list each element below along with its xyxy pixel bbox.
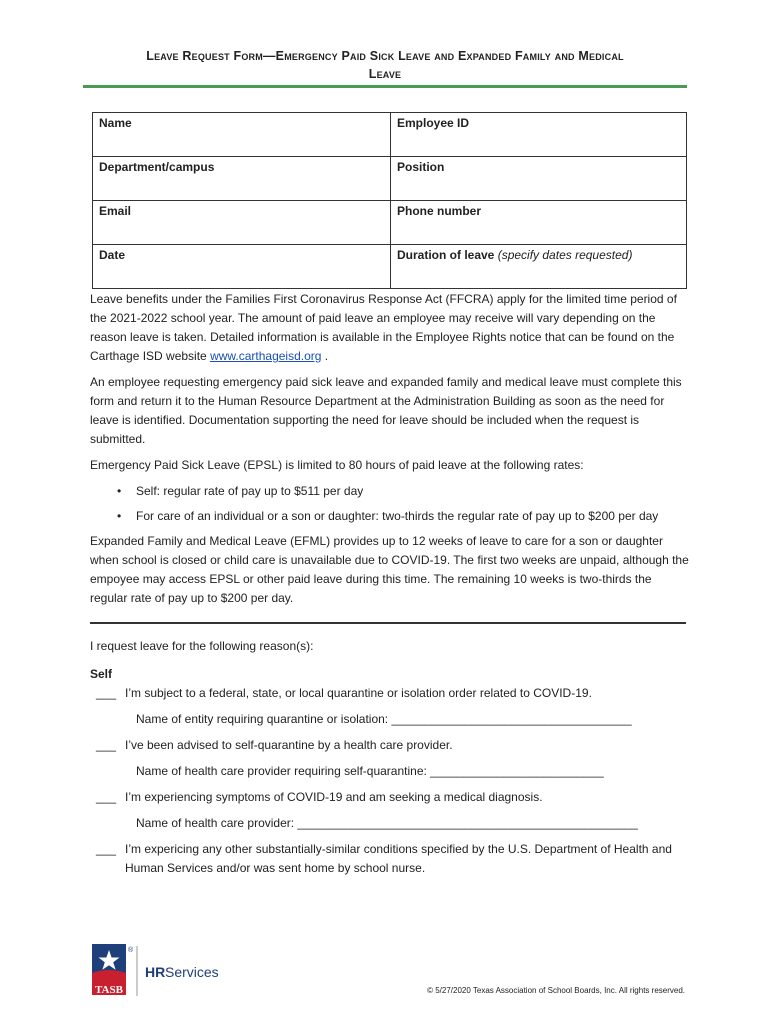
tasb-logo-icon [92, 944, 227, 998]
request-intro: I request leave for the following reason(s): [90, 639, 314, 653]
reason-text: I’m expericing any other substantially-similar conditions specified by the U.S. Department of Health and Human Services and/or was sent home by school nurse. [125, 842, 672, 875]
provider-field[interactable]: Name of health care provider: ___________________________________________________ [136, 816, 638, 830]
efml-paragraph: Expanded Family and Medical Leave (EFML) provides up to 12 weeks of leave to care for a son or daughter when school is closed or child care is unavailable due to COVID-19. The first two weeks are unpaid, although the empoyee may access EPSL or other paid leave during this time. The remaining 10 weeks is two-thirds the regular rate of pay up to $200 per day. [90, 534, 689, 605]
reason-text: I’ve been advised to self-quarantine by a health care provider. [125, 738, 453, 752]
bullet-self-text: Self: regular rate of pay up to $511 per day [136, 484, 364, 498]
position-field[interactable] [391, 157, 687, 201]
employee-id-label: Employee ID [397, 116, 470, 130]
website-link[interactable]: www.carthageisd.org [210, 349, 322, 363]
email-label: Email [99, 204, 132, 218]
bullet-icon: • [117, 484, 122, 498]
bullet-care-text: For care of an individual or a son or daughter: two-thirds the regular rate of pay up to $200 per day [136, 509, 659, 523]
date-field[interactable] [93, 245, 391, 289]
submission-paragraph: An employee requesting emergency paid sick leave and expanded family and medical leave must complete this form and return it to the Human Resource Department at the Administration Building as soon as the need for leave is identified. Documentation supporting the need for leave should be included when the request is submitted. [90, 375, 682, 446]
bullet-self [90, 482, 690, 501]
hr-bold-text: HR [145, 964, 166, 980]
email-field[interactable] [93, 201, 391, 245]
bullet-care [90, 507, 690, 526]
phone-label: Phone number [397, 204, 482, 218]
ffcra-text-end: . [321, 349, 329, 363]
duration-label: Duration of leave [397, 248, 495, 262]
reason-checkbox[interactable]: ___ [96, 738, 117, 752]
ffcra-paragraph [90, 290, 690, 366]
reason-other-conditions[interactable] [90, 840, 690, 878]
leave-info-section [90, 290, 690, 608]
request-section [90, 637, 690, 878]
tasb-logo-text: TASB [95, 984, 123, 996]
section-divider [90, 622, 686, 624]
department-label: Department/campus [99, 160, 215, 174]
reason-symptoms[interactable] [90, 788, 690, 807]
reason-quarantine-order[interactable] [90, 684, 690, 703]
reason-checkbox[interactable]: ___ [96, 842, 117, 856]
phone-field[interactable] [391, 201, 687, 245]
name-label: Name [99, 116, 132, 130]
reason-text: I’m subject to a federal, state, or local quarantine or isolation order related to COVID-19. [125, 686, 592, 700]
copyright-notice: © 5/27/2020 Texas Association of School Boards, Inc. All rights reserved. [427, 986, 685, 995]
duration-hint: (specify dates requested) [497, 248, 633, 262]
department-field[interactable] [93, 157, 391, 201]
tasb-hr-logo [92, 944, 227, 998]
reason-checkbox[interactable]: ___ [96, 790, 117, 804]
employee-id-field[interactable] [391, 113, 687, 157]
reason-self-quarantine[interactable] [90, 736, 690, 755]
reason-text: I’m experiencing symptoms of COVID-19 and am seeking a medical diagnosis. [125, 790, 543, 804]
ffcra-text: Leave benefits under the Families First Coronavirus Response Act (FFCRA) apply for the limited time period of the 2021-2022 school year. The amount of paid leave an employee may receive will vary depending on the reason leave is taken. Detailed information is available in the Employee Rights notice that can be found on the Carthage ISD website [90, 292, 677, 363]
quarantine-entity-field[interactable]: Name of entity requiring quarantine or isolation: ____________________________________ [136, 712, 632, 726]
self-heading: Self [90, 667, 113, 681]
bullet-icon: • [117, 509, 122, 523]
services-text: Services [165, 964, 219, 980]
reason-checkbox[interactable]: ___ [96, 686, 117, 700]
duration-field[interactable] [391, 245, 687, 289]
epsl-paragraph: Emergency Paid Sick Leave (EPSL) is limited to 80 hours of paid leave at the following rates: [90, 458, 584, 472]
date-label: Date [99, 248, 126, 262]
form-title [60, 47, 710, 83]
name-field[interactable] [93, 113, 391, 157]
provider-quarantine-field[interactable]: Name of health care provider requiring self-quarantine: __________________________ [136, 764, 604, 778]
registered-mark: ® [128, 947, 134, 954]
employee-info-table [92, 112, 687, 289]
title-divider [83, 85, 687, 88]
form-title-line1: Leave Request Form—Emergency Paid Sick Leave and Expanded Family and Medical [146, 49, 624, 63]
position-label: Position [397, 160, 445, 174]
form-title-line2: Leave [368, 67, 402, 81]
